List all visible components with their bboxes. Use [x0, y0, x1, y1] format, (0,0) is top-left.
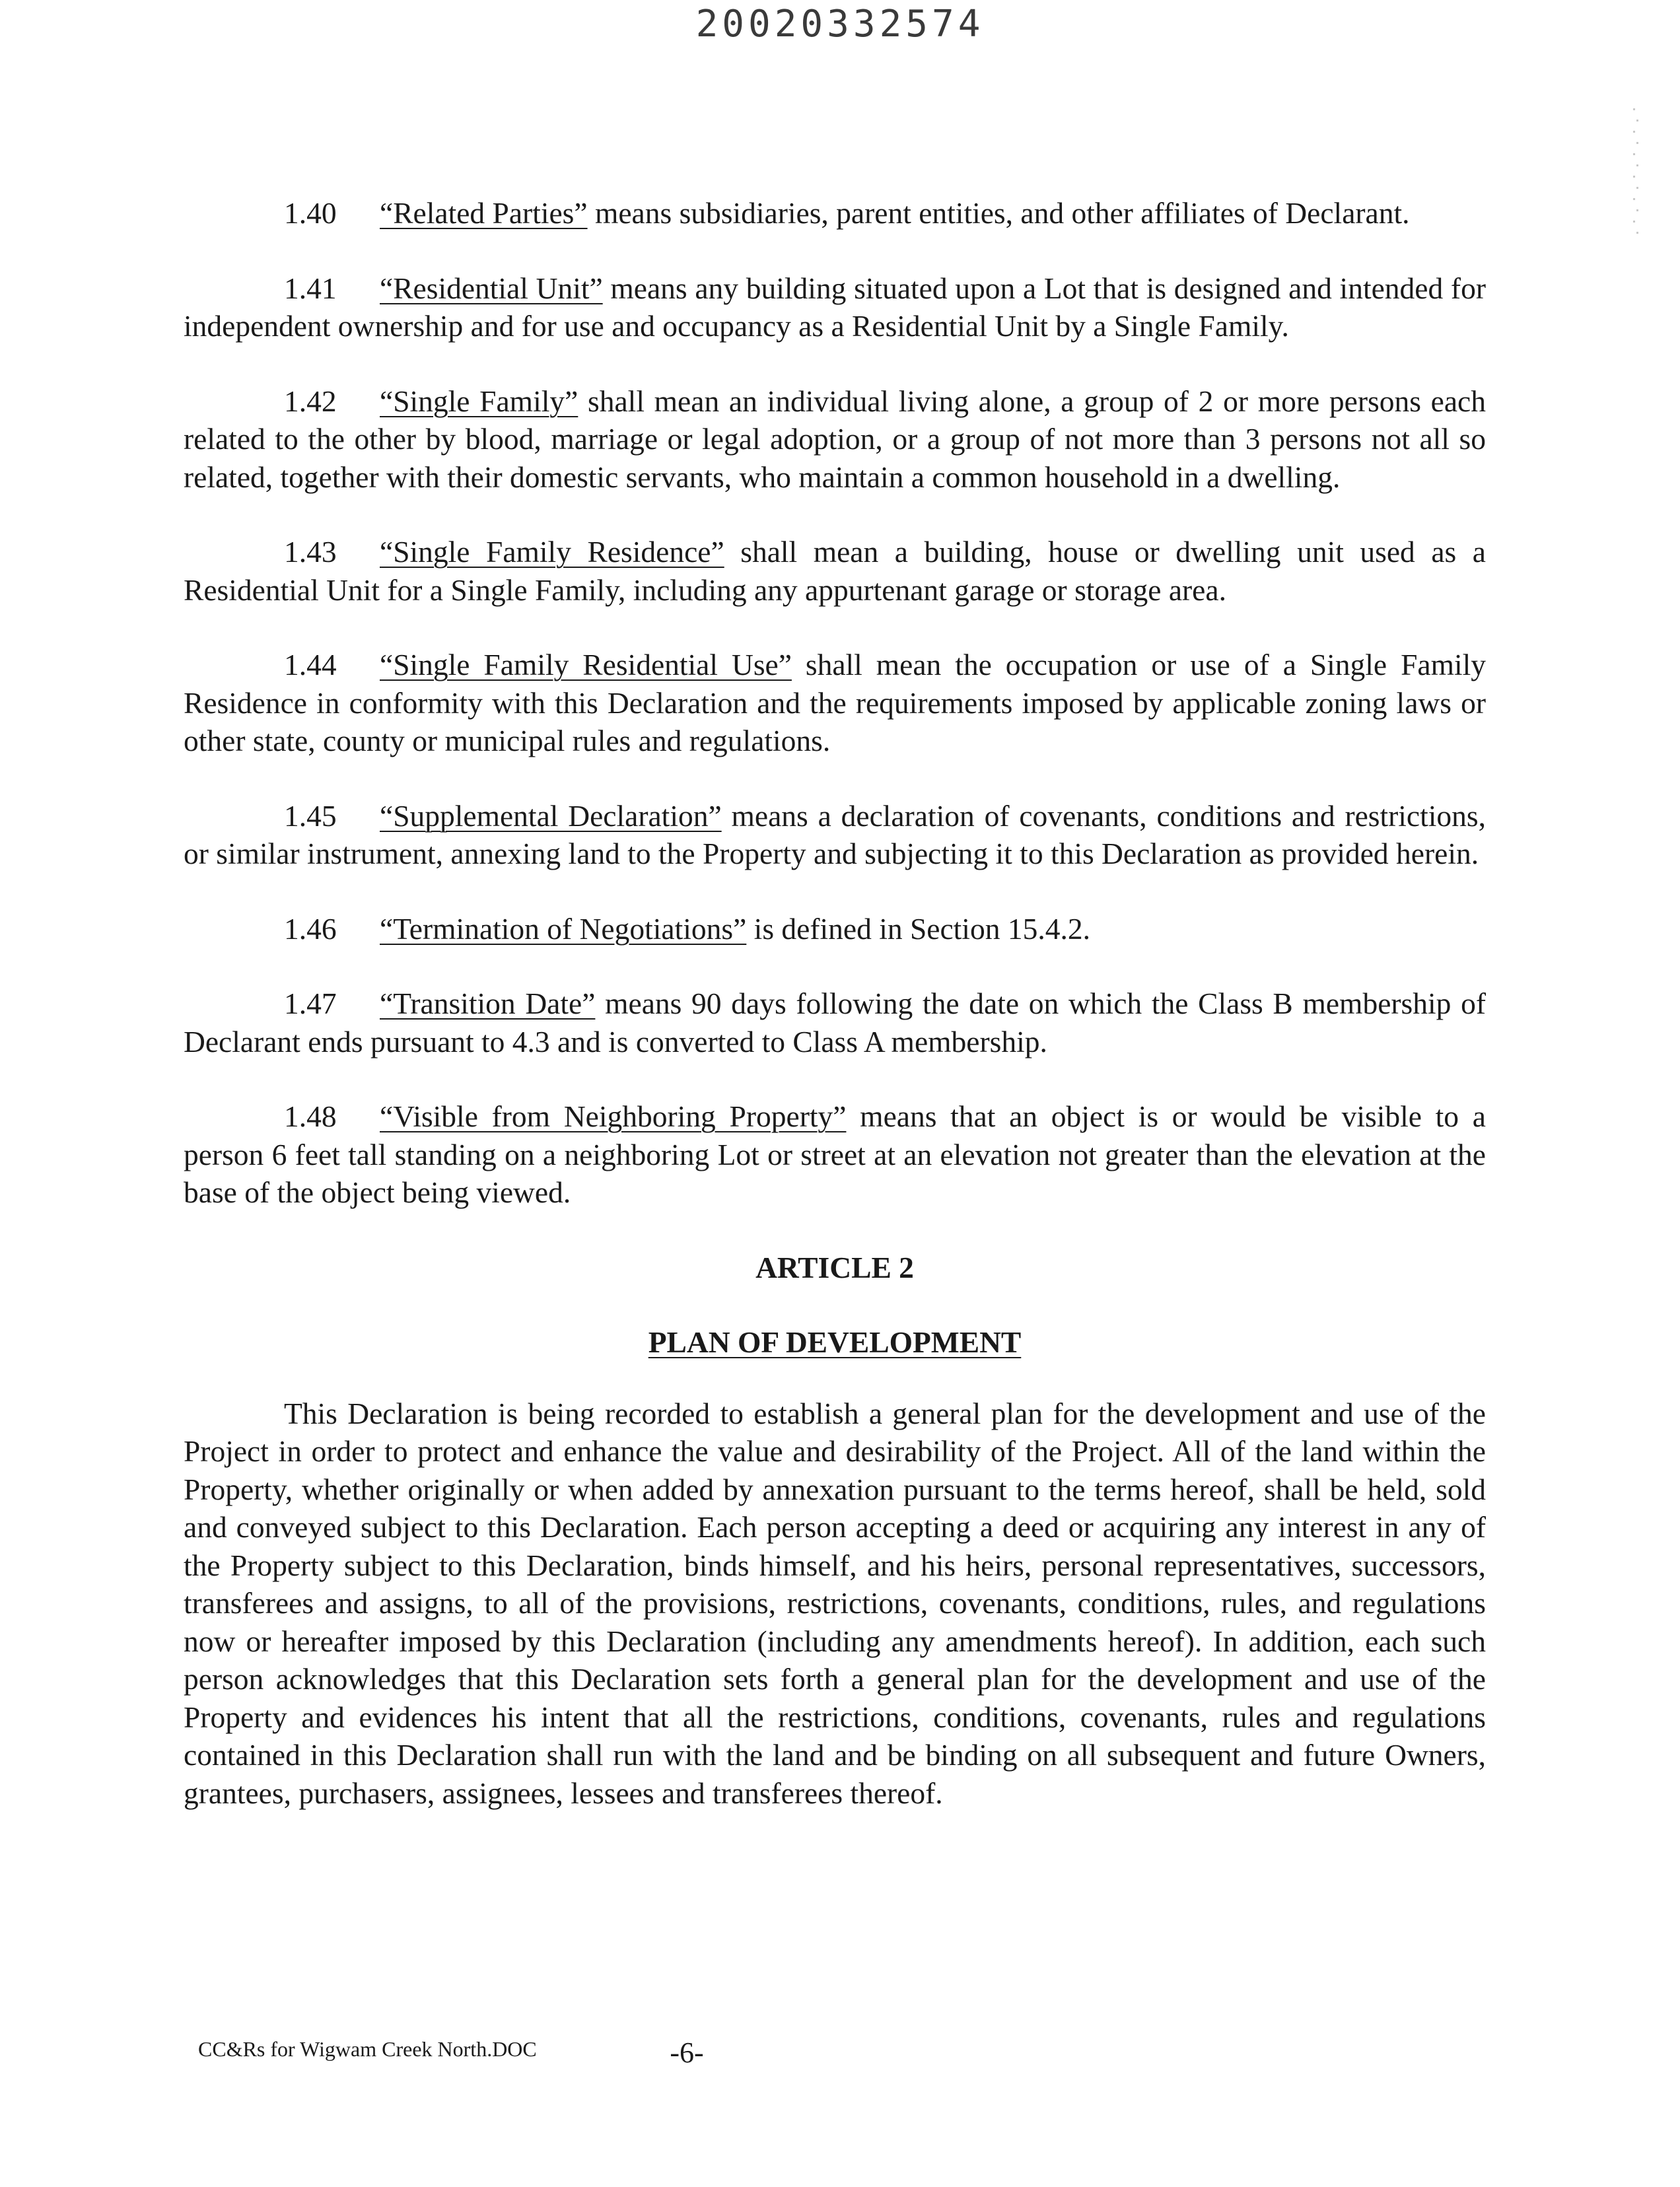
section-number: 1.47	[284, 987, 337, 1020]
section-number: 1.43	[284, 535, 337, 569]
recording-number: 20020332574	[695, 3, 985, 46]
document-body	[184, 194, 1486, 1849]
section-number: 1.48	[284, 1099, 337, 1133]
defined-term: “Termination of Negotiations”	[380, 911, 747, 946]
definition-1-43	[184, 533, 1486, 609]
definition-text: shall mean the occupation or use of a Single Family Residence in conformity with this Declaration and the requirements imposed by applicable zoning laws or other state, county or municipal rules and regulations.	[184, 648, 1486, 757]
section-number: 1.45	[284, 798, 337, 833]
article-body-paragraph: This Declaration is being recorded to establish a general plan for the development and use of the Project in order to protect and enhance the value and desirability of the Project. All of the land within the Property, whether originally or when added by annexation pursuant to the terms hereof, shall be held, sold and conveyed subject to this Declaration. Each person accepting a deed or acquiring any interest in any of the Property subject to this Declaration, binds himself, and his heirs, personal representatives, successors, transferees and assigns, to all of the provisions, restrictions, covenants, conditions, rules, and regulations now or hereafter imposed by this Declaration (including any amendments hereof). In addition, each such person acknowledges that this Declaration sets forth a general plan for the development and use of the Property and evidences his intent that all the restrictions, conditions, covenants, rules and regulations contained in this Declaration shall run with the land and be binding on all subsequent and future Owners, grantees, purchasers, assignees, lessees and transferees thereof.	[184, 1396, 1486, 1810]
article-heading: ARTICLE 2	[755, 1250, 914, 1284]
definition-text: means subsidiaries, parent entities, and other affiliates of Declarant.	[587, 196, 1410, 230]
defined-term: “Transition Date”	[380, 987, 596, 1020]
defined-term: “Single Family Residential Use”	[380, 648, 792, 681]
definition-1-46	[184, 910, 1486, 948]
defined-term: “Visible from Neighboring Property”	[380, 1099, 847, 1133]
margin-scan-marks	[1630, 99, 1640, 271]
section-number: 1.44	[284, 648, 337, 681]
definition-text: means 90 days following the date on which the Class B membership of Declarant ends pursuant to 4.3 and is converted to Class A membership.	[184, 987, 1486, 1059]
section-number: 1.42	[284, 384, 337, 418]
defined-term: “Related Parties”	[380, 196, 588, 230]
definition-1-44	[184, 646, 1486, 760]
definition-text: shall mean a building, house or dwelling unit used as a Residential Unit for a Single Family, including any appurtenant garage or storage area.	[184, 535, 1487, 607]
definition-1-41	[184, 269, 1486, 345]
definition-1-48	[184, 1097, 1486, 1212]
article-title: PLAN OF DEVELOPMENT	[648, 1325, 1022, 1359]
section-number: 1.46	[284, 911, 337, 946]
defined-term: “Residential Unit”	[380, 271, 603, 305]
footer-file-name: CC&Rs for Wigwam Creek North.DOC	[198, 2037, 537, 2061]
defined-term: “Supplemental Declaration”	[380, 798, 722, 833]
definition-1-47	[184, 985, 1486, 1060]
defined-term: “Single Family Residence”	[380, 535, 724, 569]
section-number: 1.41	[284, 271, 337, 305]
definition-text: means a declaration of covenants, conditions and restrictions, or similar instrument, annexing land to the Property and subjecting it to this Declaration as provided herein.	[184, 798, 1486, 870]
definition-1-45	[184, 797, 1486, 873]
section-number: 1.40	[284, 196, 337, 230]
defined-term: “Single Family”	[380, 384, 578, 418]
footer-page-number: -6-	[670, 2036, 704, 2069]
definition-text: shall mean an individual living alone, a group of 2 or more persons each related to the other by blood, marriage or legal adoption, or a group of not more than 3 persons not all so related, together with their domestic servants, who maintain a common household in a dwelling.	[184, 384, 1486, 494]
definition-text: means any building situated upon a Lot that is designed and intended for independent ownership and for use and occupancy as a Residential Unit by a Single Family.	[184, 271, 1486, 343]
definition-1-40	[184, 194, 1486, 232]
definition-text: means that an object is or would be visible to a person 6 feet tall standing on a neighboring Lot or street at an elevation not greater than the elevation at the base of the object being viewed.	[184, 1099, 1486, 1209]
definition-text: is defined in Section 15.4.2.	[746, 911, 1090, 946]
definition-1-42	[184, 382, 1486, 497]
